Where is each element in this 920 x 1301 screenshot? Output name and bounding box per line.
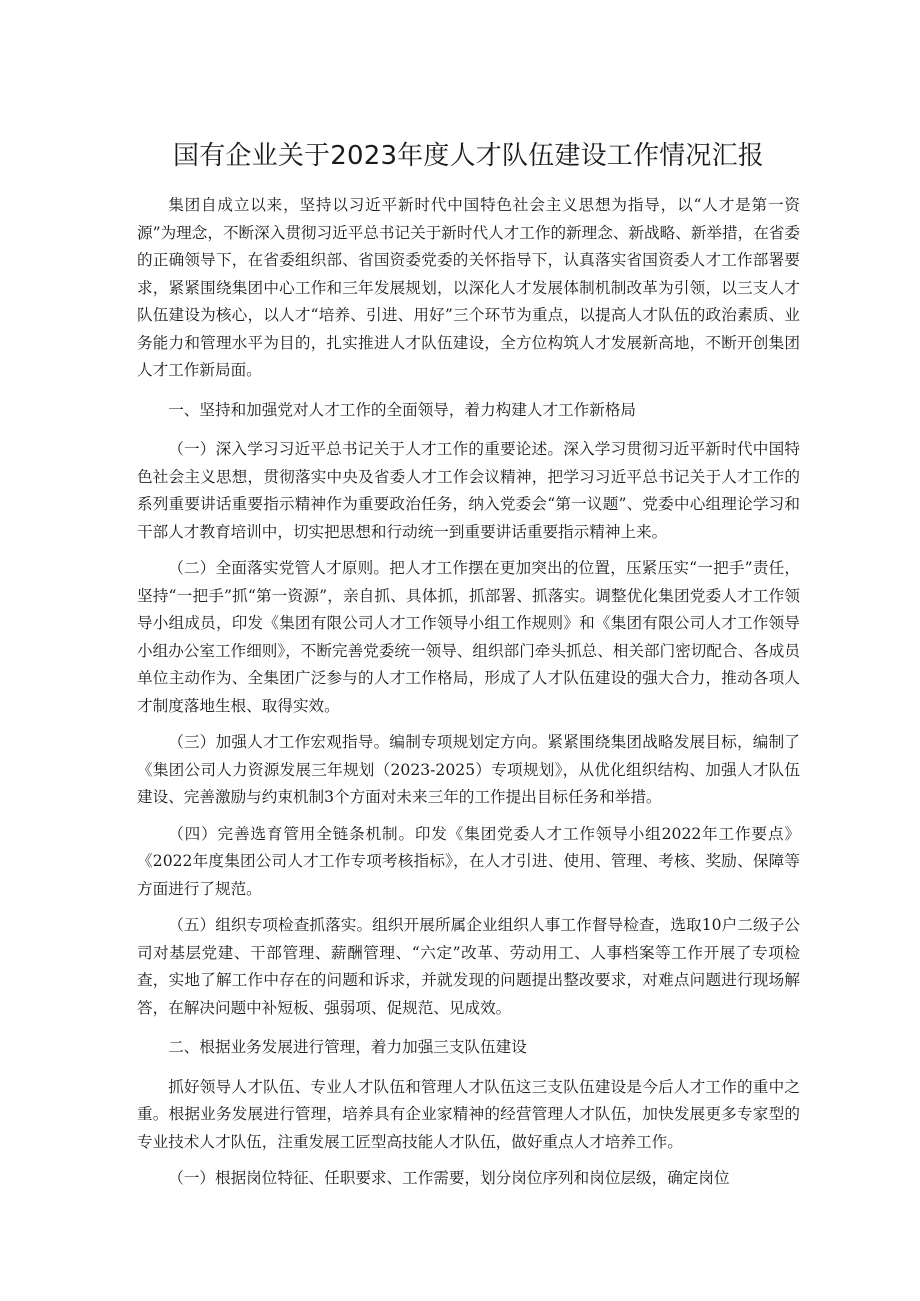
section-heading-1: 一、坚持和加强党对人才工作的全面领导，着力构建人才工作新格局: [168, 400, 637, 419]
section1-item-3: （三）加强人才工作宏观指导。编制专项规划定方向。紧紧围绕集团战略发展目标，编制了《集团公司人力资源发展三年规划（2023-2025）专项规划》，从优化组织结构、加强人才队伍建设、完善激励与约束机制3个方面对未来三年的工作提出目标任务和举措。: [137, 733, 800, 806]
section2-item-1: （一）根据岗位特征、任职要求、工作需要，划分岗位序列和岗位层级，确定岗位: [168, 1169, 730, 1187]
section1-item-1: （一）深入学习习近平总书记关于人才工作的重要论述。深入学习贯彻习近平新时代中国特色社会主义思想，贯彻落实中央及省委人才工作会议精神，把学习习近平总书记关于人才工作的系列重要讲话重要指示精神作为重要政治任务，纳入党委会“第一议题”、党委中心组理论学习和干部人才教育培训中，切实把思想和行动统一到重要讲话重要指示精神上来。: [137, 440, 800, 541]
section-heading-2: 二、根据业务发展进行管理，着力加强三支队伍建设: [168, 1038, 527, 1056]
document-title: 国有企业关于2023年度人才队伍建设工作情况汇报: [173, 141, 764, 171]
section1-item-4: （四）完善选育管用全链条机制。印发《集团党委人才工作领导小组2022年工作要点》《2022年度集团公司人才工作专项考核指标》，在人才引进、使用、管理、考核、奖励、保障等方面进行了规范。: [137, 824, 800, 898]
section1-item-5: （五）组织专项检查抓落实。组织开展所属企业组织人事工作督导检查，选取10户二级子公司对基层党建、干部管理、薪酬管理、“六定”改革、劳动用工、人事档案等工作开展了专项检查，实地了解工作中存在的问题和诉求，并就发现的问题提出整改要求，对难点问题进行现场解答，在解决问题中补短板、强弱项、促规范、见成效。: [137, 916, 800, 1017]
section1-item-2: （二）全面落实党管人才原则。把人才工作摆在更加突出的位置，压紧压实“一把手”责任，坚持“一把手”抓“第一资源”，亲自抓、具体抓，抓部署、抓落实。调整优化集团党委人才工作领导小组成员，印发《集团有限公司人才工作领导小组工作规则》和《集团有限公司人才工作领导小组办公室工作细则》，不断完善党委统一领导、组织部门牵头抓总、相关部门密切配合、各成员单位主动作为、全集团广泛参与的人才工作格局，形成了人才队伍建设的强大合力，推动各项人才制度落地生根、取得实效。: [137, 559, 800, 715]
intro-paragraph: 集团自成立以来，坚持以习近平新时代中国特色社会主义思想为指导，以“人才是第一资源”为理念，不断深入贯彻习近平总书记关于新时代人才工作的新理念、新战略、新举措，在省委的正确领导下，在省委组织部、省国资委党委的关怀指导下，认真落实省国资委人才工作部署要求，紧紧围绕集团中心工作和三年发展规划，以深化人才发展体制机制改革为引领，以三支人才队伍建设为核心，以人才“培养、引进、用好”三个环节为重点，以提高人才队伍的政治素质、业务能力和管理水平为目的，扎实推进人才队伍建设，全方位构筑人才发展新高地，不断开创集团人才工作新局面。: [137, 196, 800, 379]
section2-intro: 抓好领导人才队伍、专业人才队伍和管理人才队伍这三支队伍建设是今后人才工作的重中之重。根据业务发展进行管理，培养具有企业家精神的经营管理人才队伍，加快发展更多专家型的专业技术人才队伍，注重发展工匠型高技能人才队伍，做好重点人才培养工作。: [137, 1077, 800, 1151]
